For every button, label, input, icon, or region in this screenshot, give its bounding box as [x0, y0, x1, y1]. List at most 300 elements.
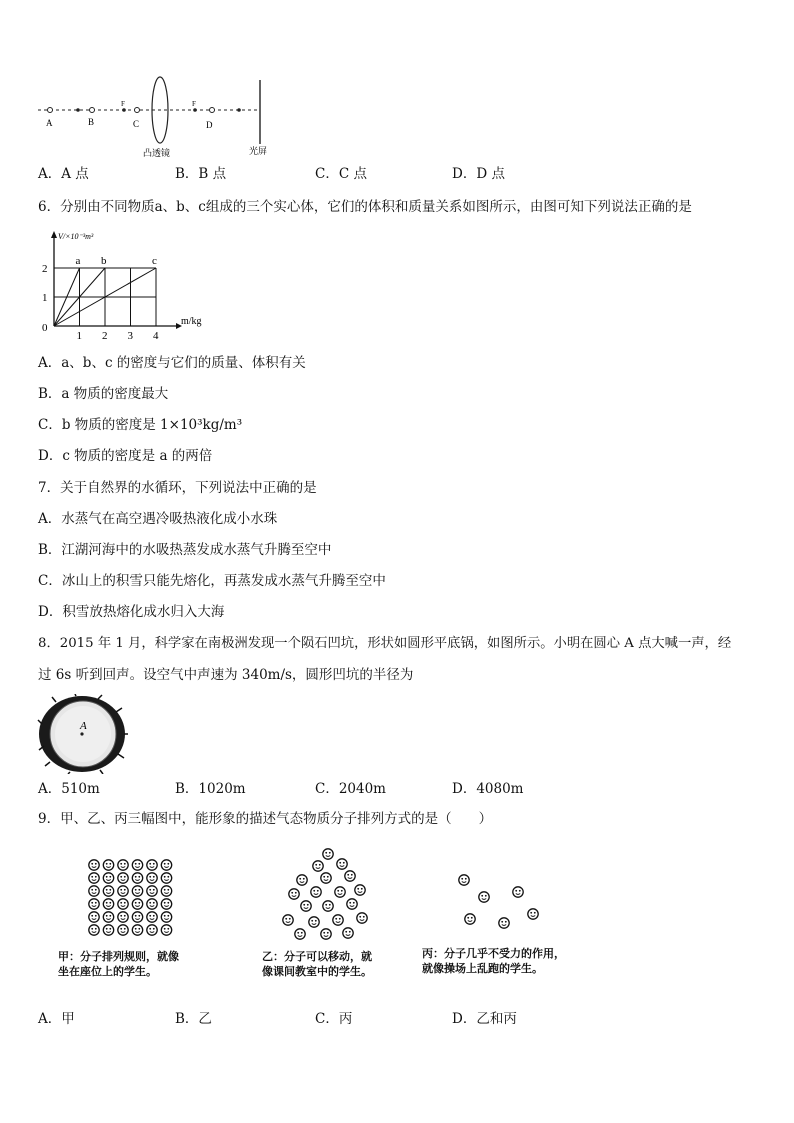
molecule-eye: [153, 876, 155, 878]
q7-option-b: B．江湖河海中的水吸热蒸发成水蒸气升腾至空中: [38, 542, 332, 558]
molecule: [147, 873, 157, 883]
molecule-outline: [309, 917, 319, 927]
molecule-outline: [297, 875, 307, 885]
molecule-eye: [167, 889, 169, 891]
molecule-eye: [345, 931, 347, 933]
molecule-eye: [325, 852, 327, 854]
molecule: [343, 928, 353, 938]
molecule-eye: [327, 876, 329, 878]
molecule: [323, 849, 333, 859]
molecule-eye: [95, 876, 97, 878]
molecule: [103, 860, 113, 870]
molecule-outline: [132, 899, 142, 909]
molecule-eye: [138, 876, 140, 878]
molecule-outline: [465, 914, 475, 924]
molecule-outline: [118, 873, 128, 883]
molecule-outline: [118, 886, 128, 896]
molecule-eye: [149, 876, 151, 878]
q8-option-d: D．4080m: [452, 781, 524, 797]
molecule-eye: [164, 928, 166, 930]
molecule-eye: [315, 920, 317, 922]
q9-option-d: D．乙和丙: [452, 1011, 517, 1027]
molecule-outline: [355, 885, 365, 895]
point-c: [135, 108, 140, 113]
molecule: [132, 925, 142, 935]
molecule-outline: [321, 873, 331, 883]
molecule-outline: [295, 929, 305, 939]
point-label-c: C: [133, 119, 140, 129]
molecule-eye: [149, 863, 151, 865]
x-axis-label: m/kg: [181, 316, 202, 327]
point-label-d: D: [206, 120, 213, 130]
molecule: [147, 860, 157, 870]
lens-diagram: [30, 72, 290, 162]
q9-option-c: C．丙: [315, 1011, 353, 1027]
molecule-eye: [351, 874, 353, 876]
molecule-outline: [161, 860, 171, 870]
molecule-eye: [325, 904, 327, 906]
caption-bing-line1: 丙：分子几乎不受力的作用，: [422, 947, 565, 960]
molecule-eye: [519, 890, 521, 892]
molecule-eye: [149, 902, 151, 904]
molecule: [103, 925, 113, 935]
molecule-eye: [138, 863, 140, 865]
molecule: [132, 886, 142, 896]
molecule-eye: [106, 889, 108, 891]
molecule: [118, 925, 128, 935]
molecule-outline: [321, 929, 331, 939]
molecule-eye: [124, 863, 126, 865]
molecule-outline: [103, 899, 113, 909]
molecule: [118, 912, 128, 922]
molecule: [89, 912, 99, 922]
molecule-eye: [361, 888, 363, 890]
molecule-eye: [337, 890, 339, 892]
molecule-eye: [311, 920, 313, 922]
caption-jia: [58, 949, 179, 979]
molecule-eye: [289, 918, 291, 920]
molecule-eye: [164, 863, 166, 865]
molecule-eye: [167, 915, 169, 917]
molecule-eye: [120, 928, 122, 930]
molecule-eye: [343, 862, 345, 864]
q8-stem-line2: 过 6s 听到回声。设空气中声速为 340m/s，圆形凹坑的半径为: [38, 667, 414, 683]
molecule-outline: [89, 912, 99, 922]
screen-label: 光屏: [249, 146, 268, 156]
molecule-eye: [363, 916, 365, 918]
molecule-outline: [311, 887, 321, 897]
molecule-eye: [164, 915, 166, 917]
molecule-outline: [343, 928, 353, 938]
molecule: [147, 925, 157, 935]
liquid-molecules-figure: [278, 846, 374, 940]
molecule-eye: [124, 889, 126, 891]
molecule: [147, 912, 157, 922]
caption-jia-line1: 甲：分子排列规则，就像: [58, 950, 179, 963]
molecule: [465, 914, 475, 924]
molecule-outline: [513, 887, 523, 897]
molecule: [335, 887, 345, 897]
molecule-eye: [303, 878, 305, 880]
molecule-eye: [167, 902, 169, 904]
molecule: [118, 886, 128, 896]
caption-yi-line1: 乙：分子可以移动，就: [262, 950, 372, 963]
molecule-eye: [149, 915, 151, 917]
molecule-outline: [103, 860, 113, 870]
axis-dot: [76, 108, 80, 112]
q5-option-c: C．C 点: [315, 166, 367, 182]
origin-label: 0: [42, 322, 48, 334]
molecule-outline: [118, 925, 128, 935]
molecule-outline: [528, 909, 538, 919]
molecule-eye: [95, 915, 97, 917]
molecule: [301, 901, 311, 911]
y-tick-label: 2: [42, 263, 48, 275]
molecule-eye: [313, 890, 315, 892]
series-label-a: a: [75, 255, 81, 267]
molecule-eye: [515, 890, 517, 892]
molecule-eye: [335, 918, 337, 920]
series-label-c: c: [152, 255, 157, 267]
molecule-outline: [89, 925, 99, 935]
molecule: [357, 913, 367, 923]
molecule-eye: [467, 917, 469, 919]
center-point-a: [80, 732, 83, 735]
crater-figure: [36, 694, 128, 774]
molecule-outline: [132, 925, 142, 935]
molecule: [309, 917, 319, 927]
molecule-outline: [103, 873, 113, 883]
y-axis-label: V/×10⁻³m³: [58, 232, 94, 241]
molecule: [355, 885, 365, 895]
molecule-eye: [120, 889, 122, 891]
molecule-outline: [147, 860, 157, 870]
molecule-eye: [357, 888, 359, 890]
molecule-eye: [164, 876, 166, 878]
molecule-outline: [132, 860, 142, 870]
molecule-eye: [485, 895, 487, 897]
molecule-outline: [479, 892, 489, 902]
x-tick-label: 3: [127, 330, 133, 342]
molecule-eye: [164, 902, 166, 904]
molecule: [118, 860, 128, 870]
molecule-outline: [323, 901, 333, 911]
molecule-outline: [103, 886, 113, 896]
q8-option-a: A．510m: [38, 781, 100, 797]
molecule-eye: [505, 921, 507, 923]
molecule-outline: [161, 873, 171, 883]
molecule: [103, 873, 113, 883]
molecule-outline: [132, 886, 142, 896]
molecule-eye: [109, 915, 111, 917]
molecule: [89, 886, 99, 896]
molecule-eye: [501, 921, 503, 923]
crater-label-a: A: [80, 720, 87, 732]
molecule-eye: [95, 863, 97, 865]
molecule-outline: [161, 925, 171, 935]
focus-label-right: F: [192, 100, 196, 108]
molecule-eye: [91, 915, 93, 917]
molecule-eye: [315, 864, 317, 866]
caption-bing-line2: 就像操场上乱跑的学生。: [422, 962, 543, 975]
molecule-eye: [106, 863, 108, 865]
molecule-eye: [297, 932, 299, 934]
q5-option-b: B．B 点: [175, 166, 227, 182]
q8-option-b: B．1020m: [175, 781, 246, 797]
q6-option-d: D．c 物质的密度是 a 的两倍: [38, 448, 213, 464]
molecule: [321, 929, 331, 939]
molecule-eye: [124, 915, 126, 917]
molecule-eye: [91, 889, 93, 891]
molecule: [132, 899, 142, 909]
molecule: [345, 871, 355, 881]
molecule-eye: [95, 902, 97, 904]
molecule-outline: [347, 899, 357, 909]
molecule: [132, 873, 142, 883]
molecule-eye: [323, 932, 325, 934]
x-tick-label: 4: [153, 330, 159, 342]
molecule-eye: [91, 876, 93, 878]
molecule-outline: [335, 887, 345, 897]
molecule-eye: [106, 928, 108, 930]
molecule: [479, 892, 489, 902]
molecule: [147, 899, 157, 909]
molecule-eye: [153, 902, 155, 904]
molecule-eye: [164, 889, 166, 891]
molecule-outline: [118, 912, 128, 922]
molecule-eye: [135, 863, 137, 865]
molecule-eye: [291, 892, 293, 894]
molecule-outline: [147, 925, 157, 935]
q6-stem: 6．分别由不同物质a、b、c组成的三个实心体，它们的体积和质量关系如图所示，由图可知下列说法正确的是: [38, 199, 692, 215]
molecule-eye: [109, 876, 111, 878]
molecule-outline: [89, 899, 99, 909]
molecule-outline: [161, 886, 171, 896]
molecule-outline: [147, 873, 157, 883]
molecule-outline: [283, 915, 293, 925]
molecule-outline: [459, 875, 469, 885]
molecule: [103, 886, 113, 896]
molecule-outline: [132, 912, 142, 922]
molecule-eye: [95, 928, 97, 930]
point-b: [90, 108, 95, 113]
molecule: [89, 925, 99, 935]
molecule: [321, 873, 331, 883]
molecule-outline: [313, 861, 323, 871]
molecule-outline: [161, 912, 171, 922]
caption-jia-line2: 坐在座位上的学生。: [58, 965, 157, 978]
molecule-eye: [135, 889, 137, 891]
molecule-eye: [534, 912, 536, 914]
molecule-eye: [120, 876, 122, 878]
q6-option-a: A．a、b、c 的密度与它们的质量、体积有关: [38, 355, 306, 371]
caption-yi-line2: 像课间教室中的学生。: [262, 965, 372, 978]
molecule-eye: [530, 912, 532, 914]
molecule-outline: [337, 859, 347, 869]
q8-option-c: C．2040m: [315, 781, 386, 797]
focus-left-dot: [122, 108, 126, 112]
molecule-eye: [120, 915, 122, 917]
molecule: [103, 912, 113, 922]
molecule-eye: [124, 902, 126, 904]
molecule-eye: [303, 904, 305, 906]
molecule-outline: [118, 860, 128, 870]
molecule-outline: [289, 889, 299, 899]
molecule: [295, 929, 305, 939]
molecule: [89, 873, 99, 883]
molecule: [528, 909, 538, 919]
molecule-outline: [147, 899, 157, 909]
molecule: [337, 859, 347, 869]
focus-right-dot: [193, 108, 197, 112]
point-d: [210, 108, 215, 113]
q9-stem: 9．甲、乙、丙三幅图中，能形象的描述气态物质分子排列方式的是（ ）: [38, 811, 493, 827]
y-axis-arrow: [51, 231, 57, 238]
molecule-outline: [333, 915, 343, 925]
molecule-eye: [106, 902, 108, 904]
molecule-eye: [341, 890, 343, 892]
q9-option-b: B．乙: [175, 1011, 212, 1027]
molecule-eye: [329, 904, 331, 906]
molecule: [347, 899, 357, 909]
molecule: [132, 860, 142, 870]
molecule-outline: [89, 886, 99, 896]
molecule-outline: [118, 899, 128, 909]
molecule-outline: [147, 912, 157, 922]
molecule-eye: [339, 862, 341, 864]
molecule-eye: [153, 928, 155, 930]
molecule-eye: [135, 915, 137, 917]
molecule-outline: [301, 901, 311, 911]
molecule-eye: [465, 878, 467, 880]
molecule-eye: [91, 863, 93, 865]
molecule-eye: [307, 904, 309, 906]
molecule: [499, 918, 509, 928]
molecule-eye: [349, 931, 351, 933]
molecule-outline: [323, 849, 333, 859]
molecule: [323, 901, 333, 911]
q9-option-a: A．甲: [38, 1011, 75, 1027]
molecule-outline: [103, 912, 113, 922]
molecule-eye: [149, 889, 151, 891]
series-label-b: b: [101, 255, 107, 267]
molecule-eye: [109, 928, 111, 930]
q7-option-c: C．冰山上的积雪只能先熔化，再蒸发成水蒸气升腾至空中: [38, 573, 386, 589]
molecule: [161, 860, 171, 870]
molecule: [118, 899, 128, 909]
molecule: [311, 887, 321, 897]
q7-stem: 7．关于自然界的水循环，下列说法中正确的是: [38, 480, 317, 496]
molecule-eye: [109, 889, 111, 891]
density-chart: [34, 226, 214, 344]
molecule-outline: [89, 873, 99, 883]
molecule-outline: [345, 871, 355, 881]
molecule-eye: [319, 864, 321, 866]
molecule: [297, 875, 307, 885]
molecule-eye: [317, 890, 319, 892]
molecule-outline: [103, 925, 113, 935]
molecule-eye: [167, 863, 169, 865]
focus-label-left: F: [121, 100, 125, 108]
molecule-eye: [153, 889, 155, 891]
molecule-eye: [91, 902, 93, 904]
molecule: [161, 925, 171, 935]
molecule-eye: [481, 895, 483, 897]
molecule-eye: [106, 915, 108, 917]
molecule: [132, 912, 142, 922]
molecule-outline: [357, 913, 367, 923]
molecule-eye: [153, 863, 155, 865]
x-tick-label: 1: [76, 330, 82, 342]
molecule-eye: [339, 918, 341, 920]
molecule-outline: [147, 886, 157, 896]
molecule: [161, 873, 171, 883]
molecule: [283, 915, 293, 925]
molecule-eye: [329, 852, 331, 854]
molecule: [118, 873, 128, 883]
molecule-eye: [349, 902, 351, 904]
molecule-eye: [120, 902, 122, 904]
q6-option-c: C．b 物质的密度是 1×10³kg/m³: [38, 417, 243, 433]
molecule-eye: [301, 932, 303, 934]
molecule-eye: [135, 928, 137, 930]
molecule-eye: [135, 902, 137, 904]
molecule-eye: [471, 917, 473, 919]
molecule: [161, 899, 171, 909]
molecule-outline: [89, 860, 99, 870]
molecule: [513, 887, 523, 897]
axis-dot: [237, 108, 241, 112]
molecule-eye: [167, 876, 169, 878]
molecule-eye: [295, 892, 297, 894]
point-a: [48, 108, 53, 113]
x-tick-label: 2: [102, 330, 108, 342]
point-label-a: A: [46, 118, 53, 128]
q5-option-a: A．A 点: [38, 166, 89, 182]
molecule-eye: [167, 928, 169, 930]
molecule-eye: [285, 918, 287, 920]
lens-label: 凸透镜: [143, 148, 171, 158]
molecule: [459, 875, 469, 885]
molecule-eye: [120, 863, 122, 865]
molecule: [103, 899, 113, 909]
molecule: [147, 886, 157, 896]
molecule-eye: [91, 928, 93, 930]
q7-option-d: D．积雪放热熔化成水归入大海: [38, 604, 225, 620]
molecule-outline: [499, 918, 509, 928]
molecule-outline: [161, 899, 171, 909]
molecule-eye: [138, 915, 140, 917]
molecule: [161, 912, 171, 922]
molecule-eye: [149, 928, 151, 930]
molecule-eye: [153, 915, 155, 917]
molecule-eye: [353, 902, 355, 904]
molecule: [333, 915, 343, 925]
molecule-eye: [135, 876, 137, 878]
q5-option-d: D．D 点: [452, 166, 505, 182]
molecule-eye: [359, 916, 361, 918]
molecule: [89, 860, 99, 870]
molecule-eye: [299, 878, 301, 880]
molecule-eye: [138, 902, 140, 904]
q6-option-b: B．a 物质的密度最大: [38, 386, 169, 402]
molecule-eye: [138, 928, 140, 930]
caption-yi: [262, 949, 372, 979]
molecule-eye: [327, 932, 329, 934]
molecule-eye: [347, 874, 349, 876]
molecule-eye: [461, 878, 463, 880]
q7-option-a: A．水蒸气在高空遇冷吸热液化成小水珠: [38, 511, 278, 527]
